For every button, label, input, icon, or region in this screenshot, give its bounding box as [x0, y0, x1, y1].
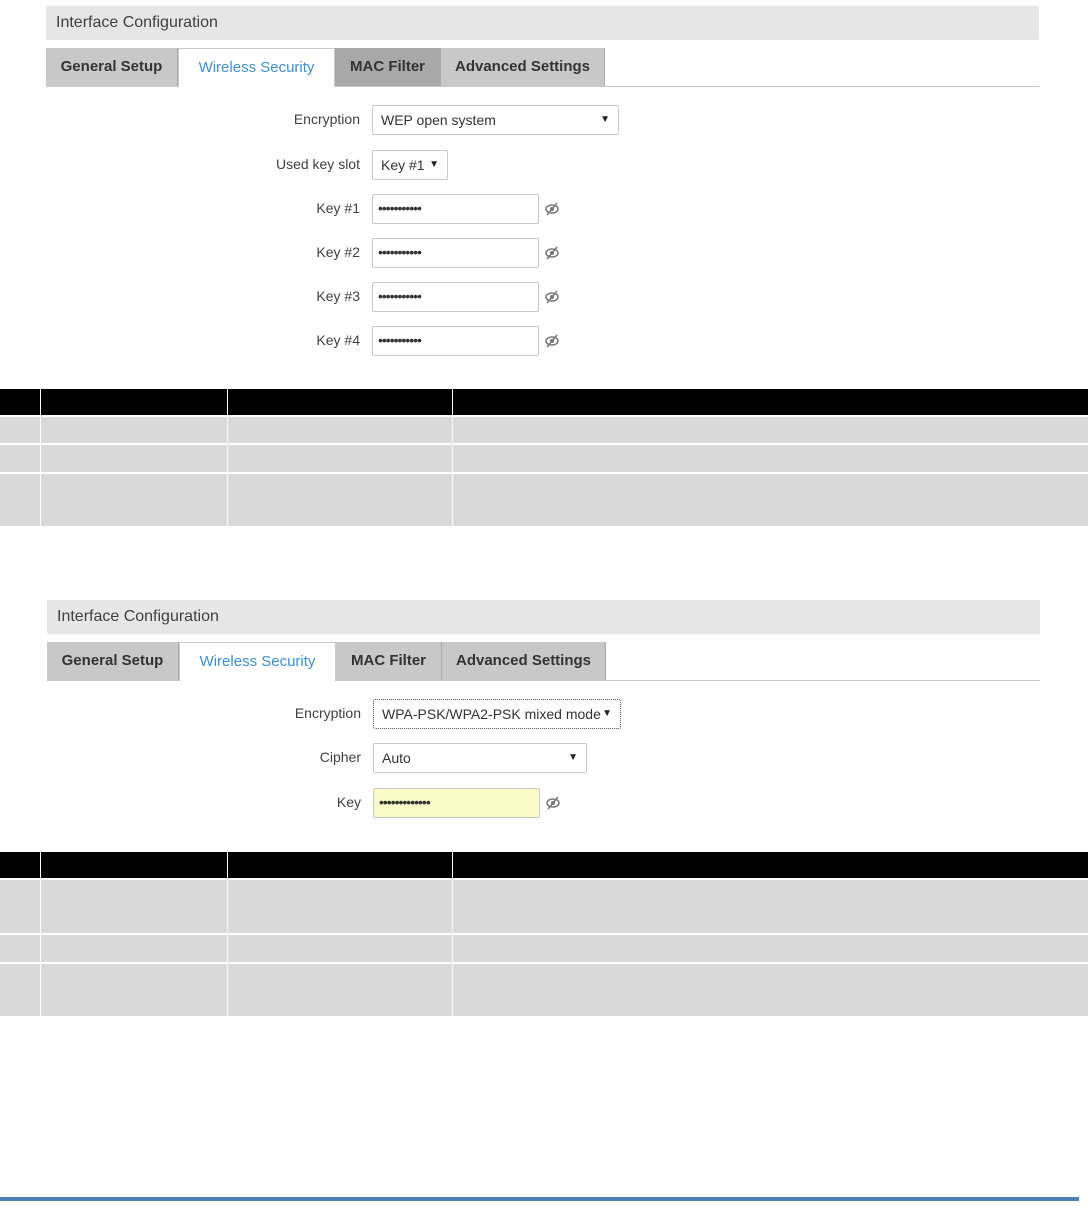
- table-cell: [40, 934, 227, 963]
- key-3-label: Key #3: [316, 288, 360, 304]
- table-cell: [227, 963, 452, 1017]
- parameters-table-wep: [0, 389, 1089, 528]
- cipher-label: Cipher: [319, 749, 361, 765]
- table-row: [0, 444, 1089, 473]
- footer-rule: [0, 1197, 1079, 1201]
- encryption-label: Encryption: [293, 111, 360, 127]
- table-cell: [452, 444, 1089, 473]
- key-2-label: Key #2: [316, 244, 360, 260]
- table-cell: [40, 879, 227, 934]
- table-header-cell: [0, 852, 40, 879]
- table-cell: [0, 444, 40, 473]
- table-cell: [0, 963, 40, 1017]
- table-cell: [452, 963, 1089, 1017]
- encryption-value: WEP open system: [381, 112, 496, 128]
- key-slot-value: Key #1: [381, 157, 425, 173]
- eye-slash-icon[interactable]: [544, 290, 560, 304]
- encryption-row: [47, 699, 1040, 729]
- tab-bar: [46, 48, 1039, 87]
- key-4-label: Key #4: [316, 332, 360, 348]
- table-cell: [227, 934, 452, 963]
- encryption-select[interactable]: [373, 699, 621, 729]
- eye-slash-icon[interactable]: [544, 246, 560, 260]
- key-4-input[interactable]: •••••••••••: [372, 326, 539, 356]
- panel-title: Interface Configuration: [46, 6, 1039, 40]
- table-cell: [0, 416, 40, 444]
- interface-config-panel-wep: [46, 6, 1039, 348]
- key-input[interactable]: •••••••••••••: [373, 788, 540, 818]
- table-row: [0, 416, 1089, 444]
- key-3-input[interactable]: •••••••••••: [372, 282, 539, 312]
- table-row: [0, 963, 1089, 1017]
- table-cell: [452, 879, 1089, 934]
- eye-slash-icon[interactable]: [545, 796, 561, 810]
- interface-config-panel-wpa: [47, 600, 1040, 810]
- table-row: [0, 879, 1089, 934]
- tab-general-setup[interactable]: General Setup: [47, 642, 179, 680]
- key-slot-row: [46, 150, 1039, 180]
- tab-advanced-settings[interactable]: Advanced Settings: [441, 48, 605, 86]
- table-header-cell: [40, 852, 227, 879]
- parameters-table-wpa: [0, 852, 1089, 1018]
- caret-down-icon: ▼: [568, 752, 578, 763]
- table-header-cell: [227, 852, 452, 879]
- table-cell: [452, 473, 1089, 527]
- table-cell: [227, 473, 452, 527]
- table-cell: [40, 473, 227, 527]
- key-3-row: [46, 282, 1039, 312]
- caret-down-icon: ▼: [602, 708, 612, 719]
- table-cell: [0, 473, 40, 527]
- table-cell: [40, 416, 227, 444]
- table-header-cell: [40, 389, 227, 416]
- caret-down-icon: ▼: [600, 114, 610, 125]
- cipher-select[interactable]: [373, 743, 587, 773]
- eye-slash-icon[interactable]: [544, 334, 560, 348]
- table-header-row: [0, 852, 1089, 879]
- key-2-input[interactable]: •••••••••••: [372, 238, 539, 268]
- key-1-row: [46, 194, 1039, 224]
- key-1-label: Key #1: [316, 200, 360, 216]
- key-slot-select[interactable]: [372, 150, 448, 180]
- table-cell: [40, 444, 227, 473]
- cipher-row: [47, 743, 1040, 773]
- table-cell: [227, 444, 452, 473]
- key-slot-label: Used key slot: [275, 156, 360, 172]
- table-row: [0, 473, 1089, 527]
- tab-general-setup[interactable]: General Setup: [46, 48, 178, 86]
- key-2-row: [46, 238, 1039, 268]
- table-cell: [40, 963, 227, 1017]
- encryption-value: WPA-PSK/WPA2-PSK mixed mode: [382, 706, 601, 722]
- tab-mac-filter[interactable]: MAC Filter: [336, 642, 442, 680]
- encryption-select[interactable]: [372, 105, 619, 135]
- key-label: Key: [336, 794, 361, 810]
- key-1-input[interactable]: •••••••••••: [372, 194, 539, 224]
- panel-title: Interface Configuration: [47, 600, 1040, 634]
- caret-down-icon: ▼: [429, 159, 439, 170]
- table-row: [0, 934, 1089, 963]
- key-4-row: [46, 326, 1039, 356]
- table-header-cell: [0, 389, 40, 416]
- key-row: [47, 788, 1040, 818]
- cipher-value: Auto: [382, 750, 411, 766]
- tab-advanced-settings[interactable]: Advanced Settings: [442, 642, 606, 680]
- table-header-cell: [227, 389, 452, 416]
- table-header-row: [0, 389, 1089, 416]
- table-header-cell: [452, 389, 1089, 416]
- tab-bar: [47, 642, 1040, 681]
- table-cell: [452, 934, 1089, 963]
- eye-slash-icon[interactable]: [544, 202, 560, 216]
- table-cell: [0, 934, 40, 963]
- table-cell: [227, 879, 452, 934]
- tab-wireless-security[interactable]: Wireless Security: [179, 642, 336, 681]
- tab-wireless-security[interactable]: Wireless Security: [178, 48, 335, 87]
- encryption-label: Encryption: [294, 705, 361, 721]
- table-cell: [227, 416, 452, 444]
- table-cell: [0, 879, 40, 934]
- table-header-cell: [452, 852, 1089, 879]
- encryption-row: [46, 105, 1039, 135]
- table-cell: [452, 416, 1089, 444]
- tab-mac-filter[interactable]: MAC Filter: [335, 48, 441, 86]
